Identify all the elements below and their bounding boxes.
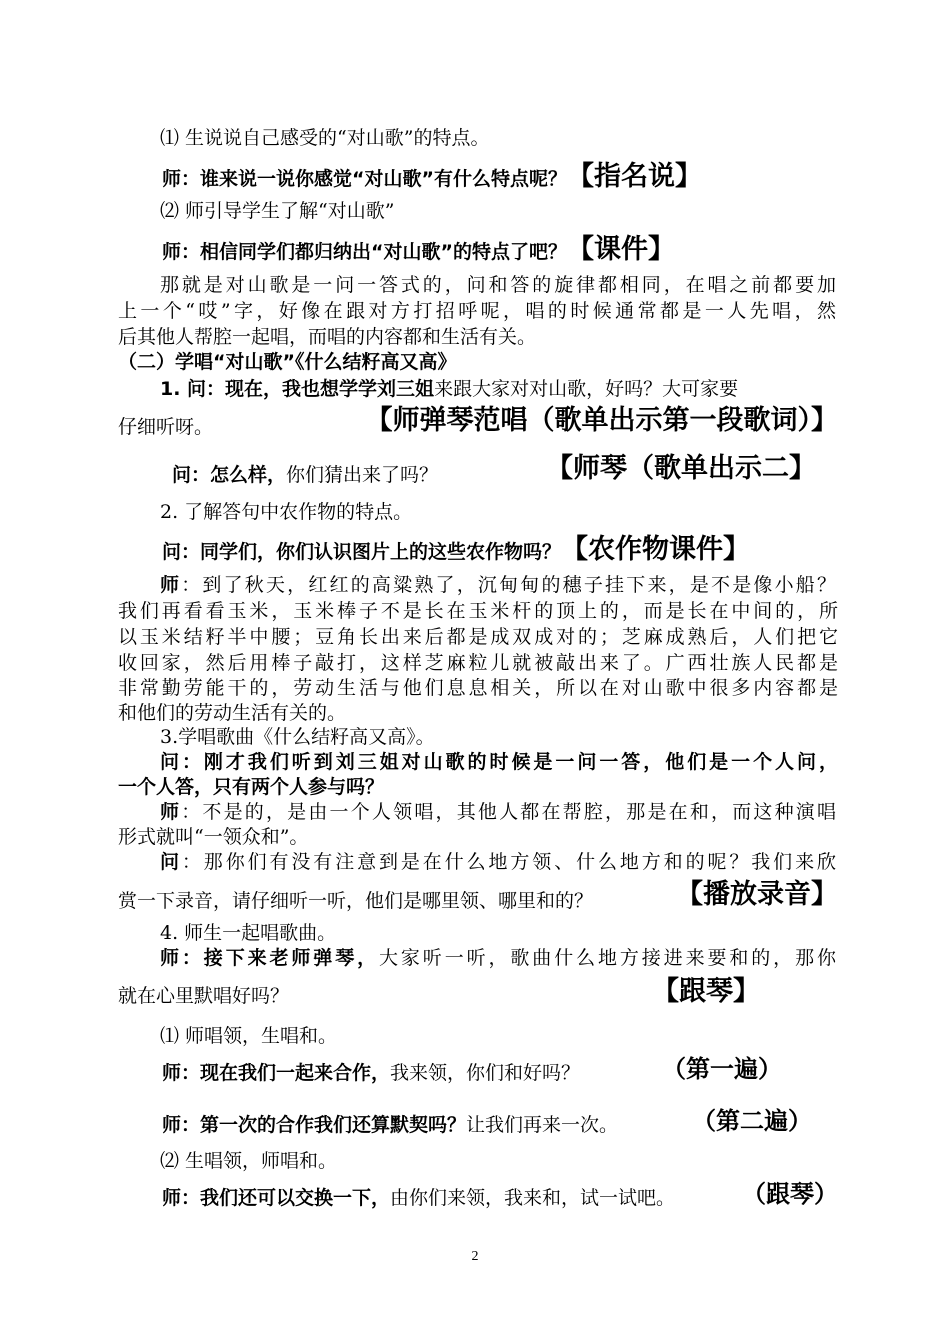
question-1-cont: 仔细听呀。 【师弹琴范唱（歌单出示第一段歌词）】	[118, 405, 838, 438]
step-2	[160, 198, 840, 224]
question-2: 问：怎么样，你们猜出来了吗？ 【师琴（歌单出示二】	[172, 453, 816, 486]
section-heading	[118, 349, 838, 375]
step-4-1: ⑴ 师唱领，生唱和。	[160, 1025, 338, 1047]
paragraph-line: 我们再看看玉米，玉米棒子不是长在玉米杆的顶上的，而是长在中间的，所	[118, 600, 838, 622]
teacher-line-first-pass: 师：现在我们一起来合作，我来领，你们和好吗？ （第一遍）	[162, 1055, 782, 1084]
paragraph-line-with-cue: 就在心里默唱好吗？ 【跟琴】	[118, 976, 760, 1007]
step-1	[160, 125, 840, 151]
cue-tag: 【师弹琴范唱（歌单出示第一段歌词）】	[365, 405, 838, 436]
paragraph-line: 非常勤劳能干的，劳动生活与他们息息相关，所以在对山歌中很多内容都是	[118, 677, 838, 699]
page-number: 2	[471, 1249, 479, 1264]
question-1: 1. 问：现在，我也想学学刘三姐来跟大家对对山歌，好吗？大可家要	[160, 378, 739, 400]
question-text: 师：相信同学们都归纳出“对山歌”的特点了吧？	[162, 241, 567, 263]
question-4-line: 一个人答，只有两个人参与吗？	[118, 776, 385, 798]
teacher-line-second-pass: 师：第一次的合作我们还算默契吗？让我们再来一次。 （第二遍）	[162, 1107, 812, 1136]
cue-tag: 【指名说】	[566, 161, 702, 192]
paragraph-line: 和他们的劳动生活有关的。	[118, 702, 347, 724]
teacher-line-swap: 师：我们还可以交换一下，由你们来领，我来和，试一试吧。 （跟琴）	[162, 1180, 838, 1209]
teacher-question-features	[162, 163, 842, 193]
paragraph-line: 收回家，然后用棒子敲打，这样芝麻粒儿就被敲出来了。广西壮族人民都是	[118, 652, 838, 674]
cue-tag: 【课件】	[566, 234, 675, 265]
cue-tag: （跟琴）	[742, 1180, 838, 1208]
cue-tag: 【师琴（歌单出示二】	[546, 453, 816, 484]
cue-tag: （第二遍）	[692, 1107, 812, 1135]
cue-tag: 【播放录音】	[676, 879, 838, 910]
paragraph-line: 形式就叫“一领众和”。	[118, 826, 309, 848]
step-4-2: ⑵ 生唱领，师唱和。	[160, 1150, 338, 1172]
paragraph-line: 后其他人帮腔一起唱，而唱的内容都和生活有关。	[118, 326, 537, 348]
paragraph-line-with-cue: 赏一下录音，请仔细听一听，他们是哪里领、哪里和的？ 【播放录音】	[118, 879, 838, 912]
paragraph-line: 那就是对山歌是一问一答式的，问和答的旋律都相同，在唱之前都要加	[160, 274, 836, 296]
paragraph-line: 师：接下来老师弹琴，大家听一听，歌曲什么地方接进来要和的，那你	[160, 947, 836, 969]
paragraph-line: 师：到了秋天，红红的高粱熟了，沉甸甸的穗子挂下来，是不是像小船？	[160, 574, 836, 596]
step-3: 3.学唱歌曲《什么结籽高又高》。	[160, 726, 435, 748]
paragraph-line: 上一个“哎”字，好像在跟对方打招呼呢，唱的时候通常都是一人先唱，然	[118, 300, 836, 322]
paragraph-line: 以玉米结籽半中腰；豆角长出来后都是成双成对的；芝麻成熟后，人们把它	[118, 626, 838, 648]
cue-tag: 【跟琴】	[652, 976, 760, 1007]
question-text: 师：谁来说一说你感觉“对山歌”有什么特点呢？	[162, 168, 567, 190]
step-2-crops: 2. 了解答句中农作物的特点。	[160, 501, 413, 523]
step-4: 4. 师生一起唱歌曲。	[160, 922, 337, 944]
question-4-line: 问：刚才我们听到刘三姐对山歌的时候是一问一答，他们是一个人问，	[160, 751, 838, 773]
step-1-text: ⑴ 生说说自己感受的“对山歌”的特点。	[160, 127, 490, 149]
cue-tag: （第一遍）	[662, 1055, 782, 1083]
step-2-text: ⑵ 师引导学生了解“对山歌”	[160, 200, 395, 222]
paragraph-line: 师：不是的，是由一个人领唱，其他人都在帮腔，那是在和，而这种演唱	[160, 801, 836, 823]
paragraph-line: 问：那你们有没有注意到是在什么地方领、什么地方和的呢？我们来欣	[160, 851, 836, 873]
cue-tag: 【农作物课件】	[561, 534, 751, 565]
teacher-summary-question	[162, 236, 842, 266]
question-3: 问：同学们，你们认识图片上的这些农作物吗？【农作物课件】	[162, 534, 751, 565]
section-heading-text: （二）学唱“对山歌”《什么结籽高又高》	[118, 351, 457, 373]
